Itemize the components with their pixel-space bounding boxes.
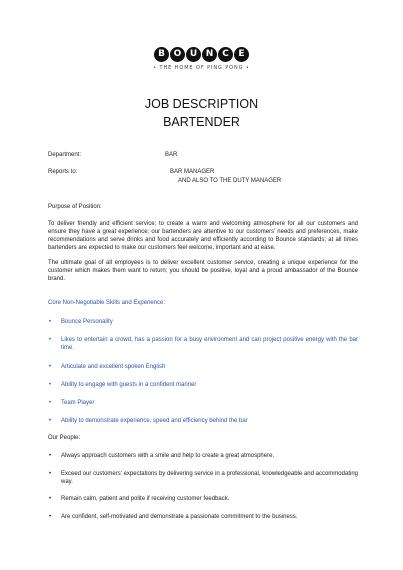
logo-letter: O	[170, 47, 185, 62]
logo-letter: C	[218, 47, 233, 62]
skill-item: Ability to demonstrate experience, speed and efficiency behind the bar	[61, 418, 248, 424]
logo-letter: E	[234, 47, 249, 62]
reports-to-value: BAR MANAGER	[170, 169, 215, 175]
purpose-heading: Purpose of Position:	[48, 204, 102, 210]
skill-item: Likes to entertain a crowd, has a passion for a busy environment and can project positive energy with the bar time.	[61, 337, 358, 351]
logo-letter: U	[186, 47, 201, 62]
bullet-dot: •	[49, 453, 52, 459]
logo-letter: B	[154, 47, 169, 62]
bounce-logo	[0, 47, 403, 71]
logo-letters	[0, 47, 403, 62]
people-item: Always approach customers with a smile and help to create a great atmosphere.	[61, 453, 275, 459]
goal-paragraph: The ultimate goal of all employees is to deliver excellent customer service, creating a unique experience for the customer which makes them want to return; you should be positive, loyal and a proud ambassador of the Bounce brand.	[48, 260, 358, 282]
bullet-dot: •	[49, 382, 52, 388]
bullet-dot: •	[49, 496, 52, 502]
skill-item: Articulate and excellent spoken English	[61, 364, 166, 370]
bullet-dot: •	[49, 400, 52, 406]
people-item: Are confident, self-motivated and demonstrate a passionate commitment to the business.	[61, 514, 298, 520]
skill-item: Bounce Personality	[61, 319, 113, 325]
reports-to-label: Reports to:	[48, 169, 78, 175]
department-value: BAR	[165, 152, 178, 158]
skill-item: Ability to engage with guests in a confident manner	[61, 382, 197, 388]
department-label: Department:	[48, 152, 82, 158]
bullet-dot: •	[49, 337, 52, 343]
people-item: Exceed our customers' expectations by delivering service in a professional, knowledgeable and accommodating way.	[61, 471, 358, 485]
job-title: BARTENDER	[163, 115, 240, 129]
bullet-dot: •	[49, 319, 52, 325]
logo-tagline: • THE HOME OF PING PONG •	[153, 65, 250, 71]
people-heading: Our People:	[48, 435, 81, 441]
purpose-paragraph: To deliver friendly and efficient service; to create a warm and welcoming atmosphere for all our customers and ensure they have a great experience; our bartenders are attentive to our customers' needs and preferences, make recommendations and serve drinks and food accurately and efficiently according to Bounce standards; at all times bartenders are expected to make our customers feel welcome, important and at ease.	[48, 221, 358, 251]
reports-to-value-secondary: AND ALSO TO THE DUTY MANAGER	[178, 178, 282, 184]
document-title: JOB DESCRIPTION	[144, 97, 259, 111]
skills-heading: Core Non-Negotiable Skills and Experience:	[48, 300, 166, 306]
bullet-dot: •	[49, 471, 52, 477]
logo-letter: N	[202, 47, 217, 62]
people-item: Remain calm, patient and polite if receiving customer feedback.	[61, 496, 230, 502]
bullet-dot: •	[49, 514, 52, 520]
skill-item: Team Player	[61, 400, 95, 406]
bullet-dot: •	[49, 364, 52, 370]
bullet-dot: •	[49, 418, 52, 424]
